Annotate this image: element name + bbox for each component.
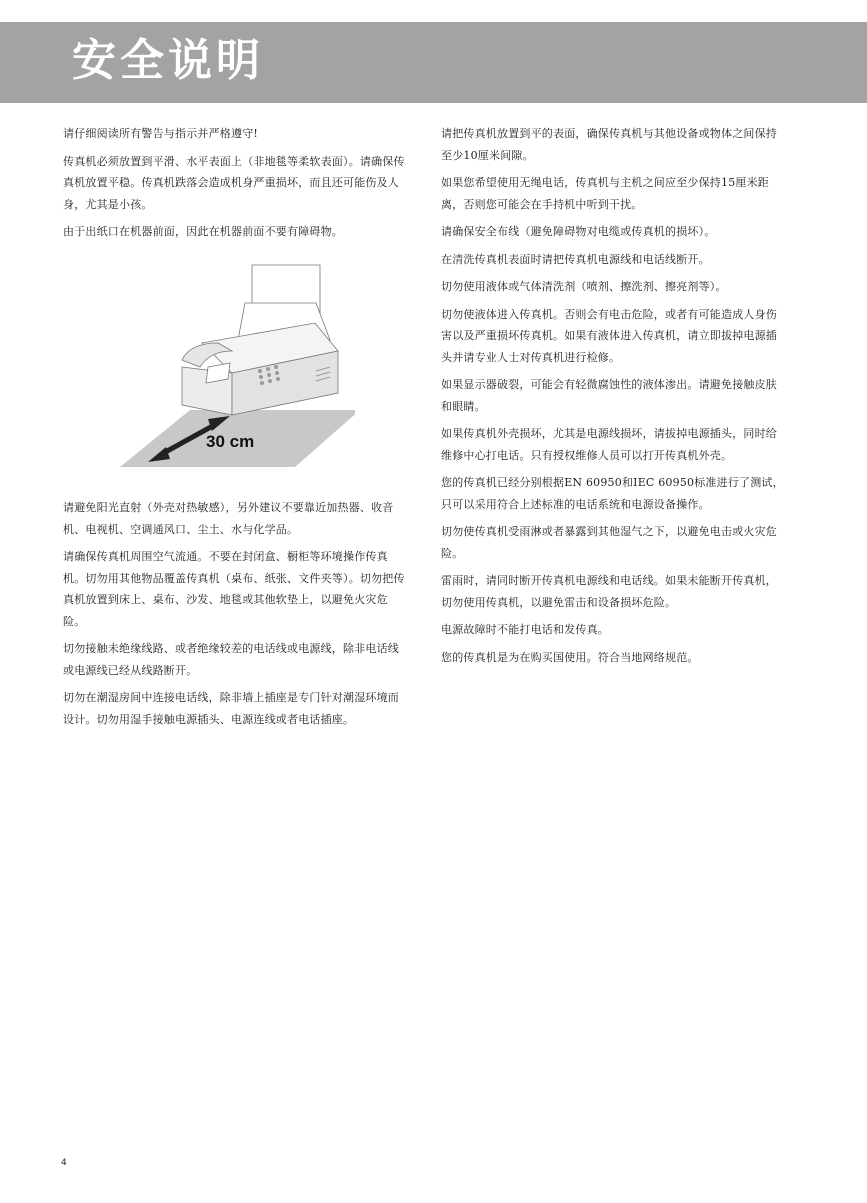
fax-placement-illustration	[120, 255, 355, 470]
page-title: 安全说明	[72, 35, 264, 86]
safety-paragraph: 请避免阳光直射（外壳对热敏感），另外建议不要靠近加热器、收音机、电视机、空调通风口、尘土、水与化学品。	[63, 501, 394, 536]
page-number: 4	[61, 1158, 67, 1168]
safety-paragraph: 在清洗传真机表面时请把传真机电源线和电话线断开。	[441, 252, 710, 266]
safety-paragraph: 如果显示器破裂，可能会有轻微腐蚀性的液体渗出。请避免接触皮肤和眼睛。	[441, 378, 777, 413]
safety-paragraph: 如果您希望使用无绳电话，传真机与主机之间应至少保持15厘米距离，否则您可能会在手持机中听到干扰。	[441, 176, 769, 211]
safety-paragraph: 您的传真机已经分别根据EN 60950和IEC 60950标准进行了测试，只可以采用符合上述标准的电话系统和电源设备操作。	[441, 476, 784, 511]
safety-paragraph: 切勿使用液体或气体清洗剂（喷剂、擦洗剂、擦亮剂等）。	[441, 280, 727, 293]
fax-machine-drawing	[120, 255, 355, 470]
safety-paragraph: 如果传真机外壳损坏，尤其是电源线损坏，请拔掉电源插头，同时给维修中心打电话。只有授权维修人员可以打开传真机外壳。	[441, 427, 777, 462]
right-column	[441, 123, 787, 674]
safety-paragraph: 请仔细阅读所有警告与指示并严格遵守!	[63, 127, 259, 140]
safety-paragraph: 请确保安全布线（避免障碍物对电缆或传真机的损坏）。	[441, 225, 716, 238]
safety-paragraph: 请确保传真机周围空气流通。不要在封闭盒、橱柜等环境操作传真机。切勿用其他物品覆盖传真机（桌布、纸张、文件夹等）。切勿把传真机放置到床上、桌布、沙发、地毯或其他软垫上，以避免火灾危险。	[63, 550, 405, 628]
distance-label: 30 cm	[206, 432, 255, 451]
safety-paragraph: 雷雨时，请同时断开传真机电源线和电话线。如果未能断开传真机，切勿使用传真机，以避免雷击和设备损坏危险。	[441, 574, 777, 609]
safety-paragraph: 您的传真机是为在购买国使用。符合当地网络规范。	[441, 650, 699, 664]
left-column-bottom	[63, 497, 408, 736]
header-banner	[0, 22, 867, 103]
safety-paragraph: 传真机必须放置到平滑、水平表面上（非地毯等柔软表面）。请确保传真机放置平稳。传真机跌落会造成机身严重损坏，而且还可能伤及人身，尤其是小孩。	[63, 154, 405, 211]
safety-paragraph: 切勿在潮湿房间中连接电话线，除非墙上插座是专门针对潮湿环境而设计。切勿用湿手接触电源插头、电源连线或者电话插座。	[63, 691, 399, 726]
safety-paragraph: 切勿使液体进入传真机。否则会有电击危险，或者有可能造成人身伤害以及严重损坏传真机。如果有液体进入传真机，请立即拔掉电源插头并请专业人士对传真机进行检修。	[441, 307, 777, 364]
safety-paragraph: 由于出纸口在机器前面，因此在机器前面不要有障碍物。	[63, 225, 343, 238]
safety-paragraph: 切勿接触未绝缘线路、或者绝缘较差的电话线或电源线，除非电话线或电源线已经从线路断开。	[63, 642, 399, 677]
safety-paragraph: 请把传真机放置到平的表面，确保传真机与其他设备或物体之间保持至少10厘米间隙。	[441, 127, 777, 162]
left-column-top	[63, 123, 408, 249]
safety-paragraph: 电源故障时不能打电话和发传真。	[441, 623, 609, 636]
safety-paragraph: 切勿使传真机受雨淋或者暴露到其他湿气之下，以避免电击或火灾危险。	[441, 525, 777, 560]
